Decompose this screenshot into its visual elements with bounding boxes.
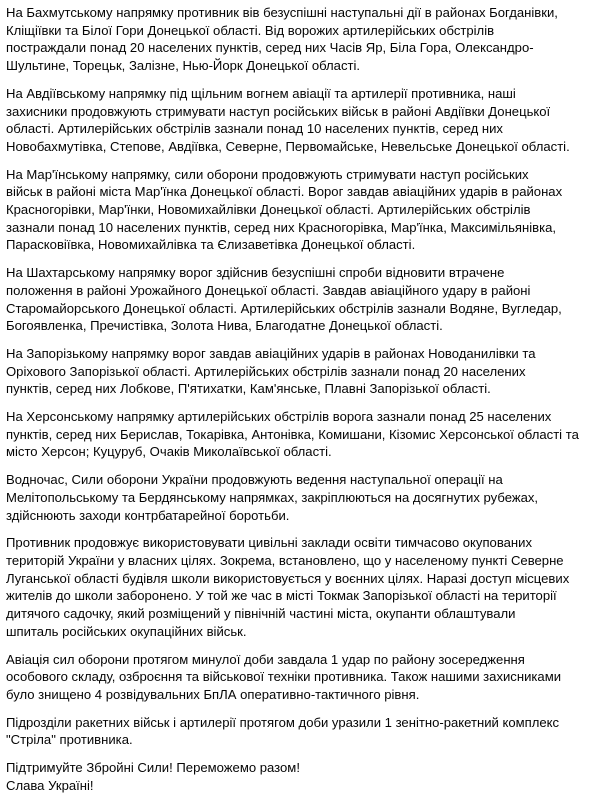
- paragraph-avdiivka: На Авдіївському напрямку під щільним вогнем авіації та артилерії противника, наші захисники продовжують стримувати наступ російських військ в районі Авдіївки Донецької області. Артилерійських обстрілів зазнали понад 10 населених пунктів, серед них Новобахмутівка, Степове, Авдіївка, Северне, Первомайське, Невельське Донецької області.: [6, 85, 570, 154]
- paragraph-zaporizhzhia: На Запорізькому напрямку ворог завдав авіаційних ударів в районах Новоданилівки та Оріхового Запорізької області. Артилерійських обстрілів зазнали понад 20 населених пунктів, серед них Лобкове, П'ятихатки, Кам'янське, Плавні Запорізької області.: [6, 345, 536, 397]
- paragraph-kherson: На Херсонському напрямку артилерійських обстрілів ворога зазнали понад 25 населених пунктів, серед них Берислав, Токарівка, Антонівка, Комишани, Кізомис Херсонської області та місто Херсон; Куцуруб, Очаків Миколаївської області.: [6, 409, 579, 460]
- paragraph-civilian-facilities: Противник продовжує використовувати цивільні заклади освіти тимчасово окупованих територій України у власних цілях. Зокрема, встановлено, що у населеному пункті Северне Луганської області будівля школи використовується у воєнних цілях. Наразі доступ місцевих жителів до школи заборонено. У той же час в місті Токмак Запорізької області на території дитячого садочку, який розміщений у північній частині міста, окупанти облаштували шпиталь російських окупаційних військ.: [6, 535, 570, 639]
- paragraph-slogan: Слава Україні!: [6, 777, 94, 793]
- paragraph-aviation: Авіація сил оборони протягом минулої доби завдала 1 удар по району зосередження особового складу, озброєння та військової техніки противника. Також нашими захисниками було знищено 4 розвідувальних БпЛА оперативно-тактичного рівня.: [6, 651, 562, 702]
- paragraph-support-call: Підтримуйте Збройні Сили! Переможемо разом!: [6, 760, 300, 776]
- paragraph-bakhmut: На Бахмутському напрямку противник вів безуспішні наступальні дії в районах Богданівки, Кліщіївки та Білої Гори Донецької області. Від ворожих артилерійських обстрілів постраждали понад 20 населених пунктів, серед них Часів Яр, Біла Гора, Олександро- Шультине, Торецьк, Залізне, Нью-Йорк Донецької області.: [6, 5, 558, 74]
- paragraph-shakhtarsk: На Шахтарському напрямку ворог здійснив безуспішні спроби відновити втрачене положення в районі Урожайного Донецької області. Завдав авіаційного удару в районі Старомайорського Донецької області. Артилерійських обстрілів зазнали Водяне, Вугледар, Богоявленка, Пречистівка, Золота Нива, Благодатне Донецької області.: [6, 265, 562, 334]
- paragraph-artillery: Підрозділи ракетних військ і артилерії протягом доби уразили 1 зенітно-ракетний комплекс "Стріла" противника.: [6, 714, 560, 748]
- paragraph-marinka: На Мар'їнському напрямку, сили оборони продовжують стримувати наступ російських військ в районі міста Мар'їнка Донецької області. Ворог завдав авіаційних ударів в районах Красногорівки, Мар'їнки, Новомихайлівки Донецької області. Артилерійських обстрілів зазнали понад 10 населених пунктів, серед них Красногорівка, Мар'їнка, Максимільянівка, Парасковіївка, Новомихайлівка та Єлизаветівка Донецької області.: [6, 166, 563, 253]
- paragraph-offensive: Водночас, Сили оборони України продовжують ведення наступальної операції на Мелітопольському та Бердянському напрямках, закріплюються на досягнутих рубежах, здійснюють заходи контрбатарейної боротьби.: [6, 472, 539, 523]
